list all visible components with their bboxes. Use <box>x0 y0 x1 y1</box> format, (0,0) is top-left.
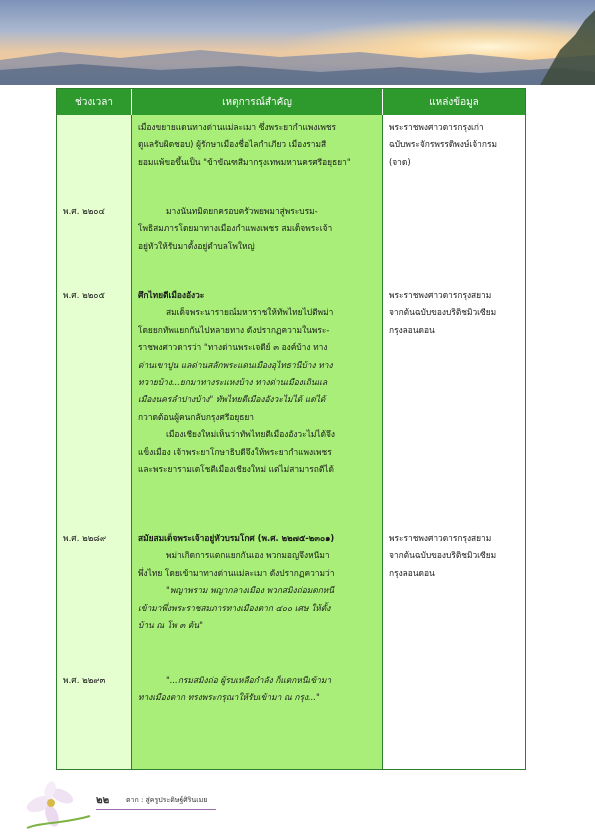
header-source: แหล่งข้อมูล <box>383 89 525 115</box>
source-3 <box>389 530 519 582</box>
source-line: กรุงลอนดอน <box>389 567 435 578</box>
footer-divider <box>96 809 216 810</box>
period-column <box>57 115 132 769</box>
event-line: ราชพงศาวดารว่า "ทางด่านพระเจดีย์ ๓ องค์บ้าง ทาง <box>138 342 328 353</box>
event-0 <box>138 119 377 171</box>
event-line: เข้ามาพึ่งพระราชสมภารทางเมืองตาก ๔๐๐ เศษ ให้ตั้ง <box>138 602 331 613</box>
source-column <box>383 115 525 769</box>
event-line: แข็งเมือง เจ้าพระยาโกษาธิบดีจึงให้พระยากำแพงเพชร <box>138 446 332 457</box>
source-line: (จาด) <box>389 156 411 167</box>
event-line: โพธิสมภารโดยมาทางเมืองกำแพงเพชร สมเด็จพระเจ้า <box>138 223 333 234</box>
event-line: ดูแลรับผิดชอบ) ผู้รักษาเมืองชื่อไลกำเภียว เมืองรามสี <box>138 139 327 150</box>
header-banner <box>0 0 595 85</box>
event-line: ทวายบ้าง...ยกมาทางระแหงบ้าง ทางด่านเมืองเถินแล <box>138 377 328 388</box>
event-line: มางนันทมิตยกครอบครัวพยพมาสู่พระบรม- <box>166 206 318 216</box>
event-line: สมเด็จพระนารายณ์มหาราชให้ทัพไทยไปตีพม่า <box>166 307 334 318</box>
source-2 <box>389 287 519 339</box>
event-line: ด่านเขาปูน แลด่านสลักพระแดนเมืองอุไทธานีบ้าง ทาง <box>138 359 333 370</box>
date-4: พ.ศ. ๒๒๙๓ <box>63 676 106 686</box>
event-4 <box>138 672 377 707</box>
source-line: พระราชพงศาวดารกรุงสยาม <box>389 290 492 300</box>
event-line: บ้าน ณ โพ ๓ ต้น" <box>138 620 203 631</box>
source-line: ฉบับพระจักรพรรดิพงษ์เจ้ากรม <box>389 139 497 150</box>
event-line: เมืองนครลำปางบ้าง" ทัพไทยตีเมืองอังวะไม่ได้ แต่ได้ <box>138 394 326 405</box>
event-line: "พญาพราม พญากลางเมือง พวกสมิงถ่อมตกหนี <box>166 585 335 596</box>
source-line: พระราชพงศาวดารกรุงเก่า <box>389 122 484 132</box>
event-line: โดยยกทัพแยกกันไปหลายทาง ดังปรากฏความในพระ- <box>138 324 330 335</box>
page-number: ๒๒ <box>96 795 110 806</box>
history-table <box>56 88 526 770</box>
date-2: พ.ศ. ๒๒๐๕ <box>63 291 105 301</box>
orchid-icon <box>22 776 92 836</box>
source-line: กรุงลอนดอน <box>389 324 435 335</box>
event-heading: ศึกไทยตีเมืองอังวะ <box>138 290 205 300</box>
header-period: ช่วงเวลา <box>57 89 132 115</box>
event-line: พึ่งไทย โดยเข้ามาทางด่านแม่ละเมา ดังปรากฏความว่า <box>138 567 335 578</box>
event-heading: สมัยสมเด็จพระเจ้าอยู่หัวบรมโกศ (พ.ศ. ๒๒๗๕-๒๓๐๑) <box>138 533 335 543</box>
event-3 <box>138 530 377 634</box>
event-line: ยอมแพ้ขอขึ้นเป็น "ข้าขัณฑสีมากรุงเทพมหานครศรีอยุธยา" <box>138 156 351 167</box>
footer-title: ตาก : สู่ครูประดิษฐ์ศิรินเมย <box>126 796 208 804</box>
event-column <box>132 115 383 769</box>
event-1 <box>138 203 377 255</box>
date-1: พ.ศ. ๒๒๐๔ <box>63 207 105 217</box>
event-line: เมืองเชียงใหม่เห็นว่าทัพไทยตีเมืองอังวะไม่ได้จึง <box>166 429 336 440</box>
event-2 <box>138 287 377 478</box>
event-line: เมืองขยายแดนทางด่านแม่ละเมา ซึ่งพระยากำแพงเพชร <box>138 122 337 132</box>
source-line: พระราชพงศาวดารกรุงสยาม <box>389 533 492 543</box>
event-line: พม่าเกิดการแตกแยกกันเอง พวกมอญจึงหนีมา <box>166 550 330 561</box>
source-line: จากต้นฉบับของบริติชมิวเซียม <box>389 550 497 561</box>
source-line: จากต้นฉบับของบริติชมิวเซียม <box>389 307 497 318</box>
source-0 <box>389 119 519 171</box>
event-line: อยู่หัวให้รับมาตั้งอยู่ตำบลโพใหญ่ <box>138 240 255 251</box>
header-event: เหตุการณ์สำคัญ <box>132 89 383 115</box>
date-3: พ.ศ. ๒๒๘๙ <box>63 534 107 544</box>
event-line: "...กรมสมิงถ่อ ผู้รบเหลือกำลัง ก็แตกหนีเข้ามา <box>166 675 332 685</box>
event-line: ทางเมืองตาก ทรงพระกรุณาให้รับเข้ามา ณ กรุง..." <box>138 692 320 703</box>
event-line: กวาดต้อนผู้คนกลับกรุงศรีอยุธยา <box>138 411 254 422</box>
event-line: และพระยารามเดโชตีเมืองเชียงใหม่ แต่ไม่สามารถตีได้ <box>138 464 334 475</box>
